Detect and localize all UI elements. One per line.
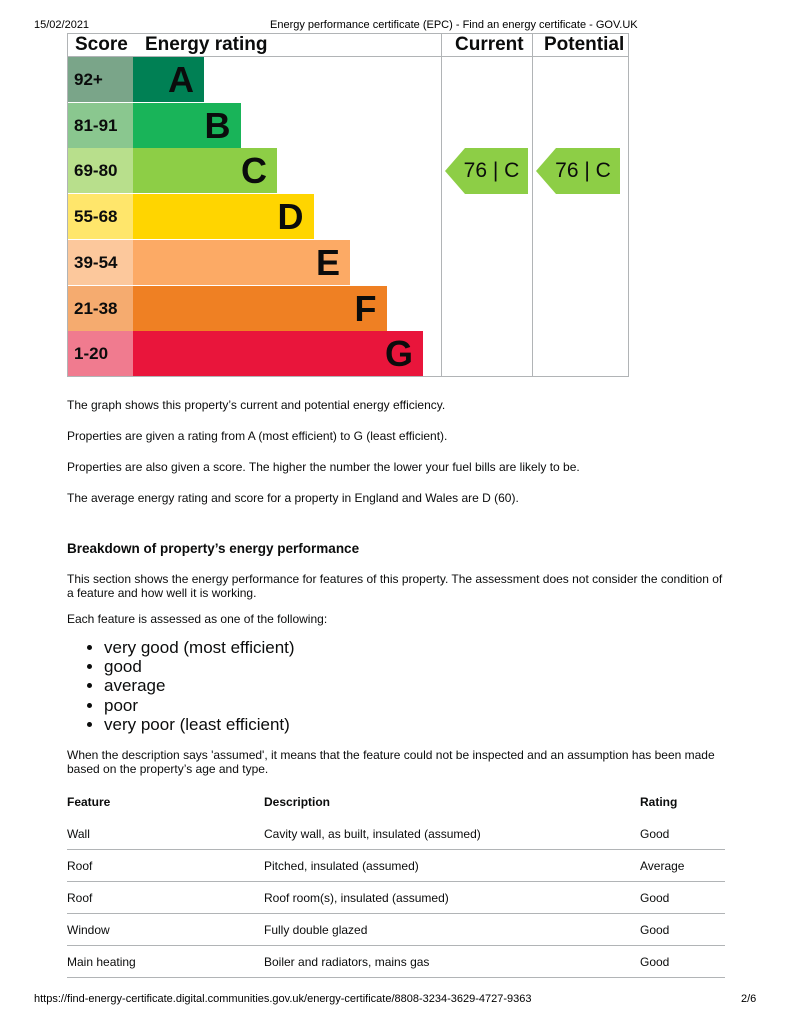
band-letter: A [168,59,194,100]
potential-rating-label: 76 | C [555,159,611,183]
description-cell: Boiler and radiators, mains gas [264,946,640,978]
band-bar-c [133,148,277,193]
band-bar-b [133,103,241,148]
print-title: Energy performance certificate (EPC) - Find an energy certificate - GOV.UK [270,19,638,31]
feature-cell: Window [67,914,264,946]
band-bar-e [133,240,350,285]
band-letter: D [277,196,304,238]
breakdown-heading: Breakdown of property’s energy performance [67,541,360,556]
table-row [67,882,725,914]
breakdown-paragraph-3: When the description says 'assumed', it means that the feature could not be inspected and an assumption has been made based on the property’s age and type. [67,748,715,776]
table-row [67,850,725,882]
current-column-header: Current [455,34,524,55]
table-row [67,946,725,978]
list-item: • average [104,676,295,695]
band-score-label: 1-20 [74,344,109,364]
band-score-g [67,331,133,376]
potential-rating-arrow [536,148,620,194]
table-row [67,818,725,850]
band-letter: E [315,241,340,283]
band-score-e [67,240,133,285]
band-score-label: 69-80 [74,161,118,181]
certificate-url-link[interactable]: https://find-energy-certificate.digital.communities.gov.uk/energy-certificate/8808-3234-3629-4727-9363 [34,993,532,1005]
rating-cell: Good [640,818,725,850]
band-bar-f [133,286,387,331]
band-score-label: 55-68 [74,207,118,227]
rating-cell: Good [640,914,725,946]
energy-rating-column-header: Energy rating [145,34,268,55]
chart-grid-line [67,33,629,34]
band-letter: F [354,287,377,329]
chart-grid-line [67,56,629,57]
feature-cell: Main heating [67,946,264,978]
table-row [67,914,725,946]
band-score-label: 39-54 [74,252,118,272]
feature-column-header: Feature [67,795,111,809]
epc-rating-chart [67,33,629,377]
band-score-a [67,57,133,102]
band-score-label: 92+ [74,70,103,89]
list-item: • very poor (least efficient) [104,715,295,734]
description-cell: Pitched, insulated (assumed) [264,850,640,882]
rating-cell: Average [640,850,725,882]
band-letter: G [384,333,413,375]
chart-grid-line [628,33,629,377]
band-bar-g [133,331,423,376]
potential-column-header: Potential [544,34,625,55]
score-column-header: Score [75,34,128,55]
current-rating-arrow [445,148,528,194]
rating-cell: Good [640,946,725,978]
band-letter: B [204,104,231,146]
feature-cell: Wall [67,818,264,850]
band-score-label: 21-38 [74,298,118,318]
feature-cell: Roof [67,882,264,914]
list-item: • good [104,657,295,676]
chart-grid-line [67,376,629,377]
feature-cell: Roof [67,850,264,882]
table-header-row [67,786,725,818]
rating-column-header: Rating [640,795,678,809]
band-letter: C [241,150,267,192]
intro-paragraph-1: The graph shows this property’s current and potential energy efficiency. [67,398,446,412]
print-date: 15/02/2021 [34,19,90,31]
breakdown-paragraph-1: This section shows the energy performance for features of this property. The assessment does not consider the condition of a feature and how well it is working. [67,572,723,600]
chart-grid-line [532,33,533,377]
current-rating-label: 76 | C [463,159,520,183]
band-bar-d [133,194,314,239]
list-item: • poor [104,696,295,715]
features-table [67,786,725,978]
description-cell: Fully double glazed [264,914,640,946]
breakdown-paragraph-2: Each feature is assessed as one of the following: [67,612,328,626]
list-item: • very good (most efficient) [104,638,295,657]
description-cell: Cavity wall, as built, insulated (assumed) [264,818,640,850]
rating-scale-list [67,638,295,734]
band-score-label: 81-91 [74,115,118,135]
description-cell: Roof room(s), insulated (assumed) [264,882,640,914]
band-score-c [67,148,133,193]
band-score-f [67,286,133,331]
intro-paragraph-3: Properties are also given a score. The higher the number the lower your fuel bills are likely to be. [67,460,580,474]
chart-grid-line [441,33,442,377]
chart-grid-line [67,33,68,377]
page-number: 2/6 [741,993,757,1005]
band-score-d [67,194,133,239]
intro-paragraph-2: Properties are given a rating from A (most efficient) to G (least efficient). [67,429,448,443]
band-bar-a [133,57,204,102]
rating-cell: Good [640,882,725,914]
intro-paragraph-4: The average energy rating and score for a property in England and Wales are D (60). [67,491,519,505]
description-column-header: Description [264,795,331,809]
band-score-b [67,103,133,148]
